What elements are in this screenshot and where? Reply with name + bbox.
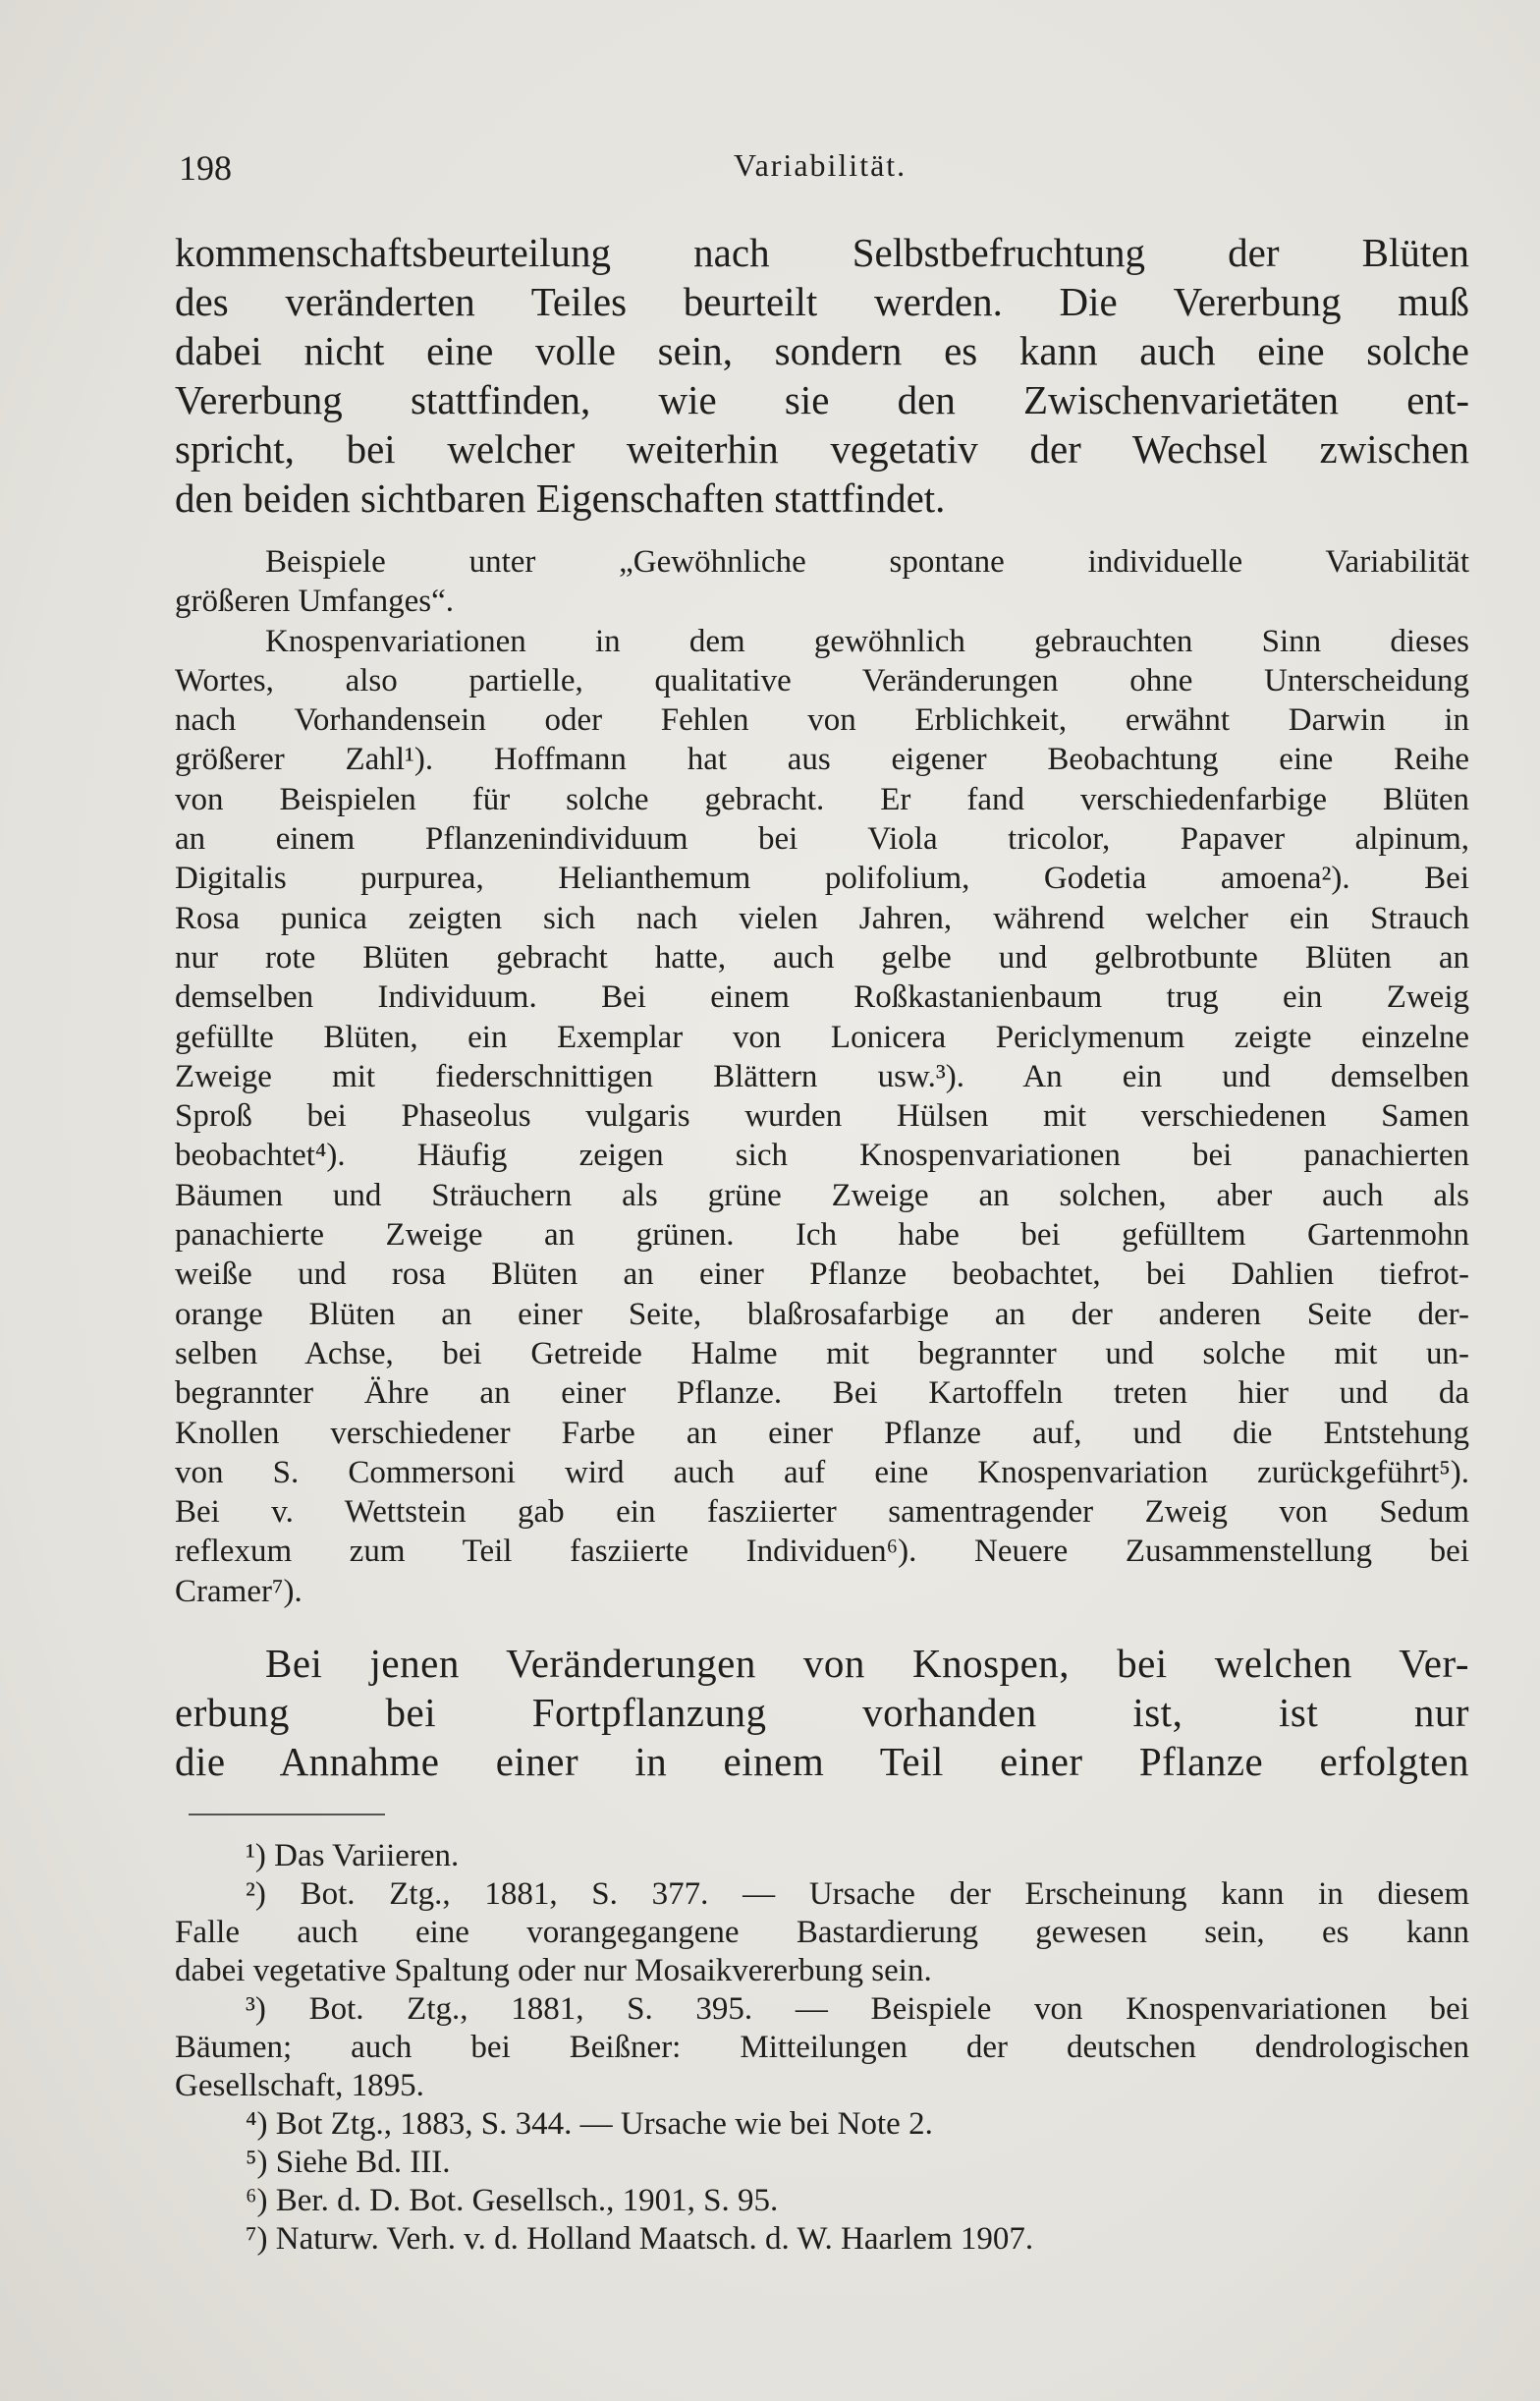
text-line: Bei v. Wettstein gab ein fasziierter samentragender Zweig von Sedum	[175, 1494, 1469, 1531]
text-line: nur rote Blüten gebracht hatte, auch gelbe und gelbrotbunte Blüten an	[175, 939, 1469, 976]
footnote-line: ⁴) Bot Ztg., 1883, S. 344. — Ursache wie bei Note 2.	[246, 2106, 933, 2143]
text-line: erbung bei Fortpflanzung vorhanden ist, ist nur	[175, 1690, 1469, 1736]
footnote-line: ⁷) Naturw. Verh. v. d. Holland Maatsch. d. W. Haarlem 1907.	[246, 2221, 1034, 2258]
text-line: Bäumen und Sträuchern als grüne Zweige an solchen, aber auch als	[175, 1177, 1469, 1213]
paragraph-new	[175, 1639, 1469, 1786]
footnote-line: ¹) Das Variieren.	[246, 1838, 460, 1874]
text-line: Cramer⁷).	[175, 1573, 302, 1609]
text-line: kommenschaftsbeurteilung nach Selbstbefruchtung der Blüten	[175, 230, 1469, 275]
paragraph-continued	[175, 228, 1469, 523]
text-line: selben Achse, bei Getreide Halme mit begrannter und solche mit un-	[175, 1335, 1469, 1371]
footnote-line: ⁵) Siehe Bd. III.	[246, 2145, 451, 2181]
footnote-divider	[189, 1814, 385, 1815]
footnote-line: Gesellschaft, 1895.	[175, 2068, 424, 2104]
text-line: Zweige mit fiederschnittigen Blättern usw.³). An ein und demselben	[175, 1058, 1469, 1094]
text-line: reflexum zum Teil fasziierte Individuen⁶). Neuere Zusammenstellung bei	[175, 1534, 1469, 1570]
text-line: demselben Individuum. Bei einem Roßkastanienbaum trug ein Zweig	[175, 979, 1469, 1016]
text-line: Knospenvariationen in dem gewöhnlich gebrauchten Sinn dieses	[265, 623, 1469, 659]
text-line: panachierte Zweige an grünen. Ich habe bei gefülltem Gartenmohn	[175, 1217, 1469, 1254]
page-header	[179, 147, 1469, 196]
text-line: nach Vorhandensein oder Fehlen von Erblichkeit, erwähnt Darwin in	[175, 702, 1469, 739]
text-line: spricht, bei welcher weiterhin vegetativ der Wechsel zwischen	[175, 426, 1469, 472]
text-line: Digitalis purpurea, Helianthemum polifolium, Godetia amoena²). Bei	[175, 861, 1469, 897]
text-line: Rosa punica zeigten sich nach vielen Jahren, während welcher ein Strauch	[175, 900, 1469, 936]
footnote-line: ³) Bot. Ztg., 1881, S. 395. — Beispiele von Knospenvariationen bei	[246, 1991, 1469, 2028]
footnote-line: dabei vegetative Spaltung oder nur Mosaikvererbung sein.	[175, 1953, 932, 1989]
text-line: begrannter Ähre an einer Pflanze. Bei Kartoffeln treten hier und da	[175, 1375, 1469, 1412]
examples-section	[175, 542, 1469, 1611]
text-line: des veränderten Teiles beurteilt werden. Die Vererbung muß	[175, 279, 1469, 324]
text-line: von Beispielen für solche gebracht. Er fand verschiedenfarbige Blüten	[175, 781, 1469, 817]
text-line: gefüllte Blüten, ein Exemplar von Lonicera Periclymenum zeigte einzelne	[175, 1019, 1469, 1055]
text-line: Sproß bei Phaseolus vulgaris wurden Hülsen mit verschiedenen Samen	[175, 1098, 1469, 1135]
footnote-line: Falle auch eine vorangegangene Bastardierung gewesen sein, es kann	[175, 1915, 1469, 1951]
text-line: orange Blüten an einer Seite, blaßrosafarbige an der anderen Seite der-	[175, 1296, 1469, 1332]
footnote-line: ²) Bot. Ztg., 1881, S. 377. — Ursache der Erscheinung kann in diesem	[246, 1876, 1469, 1913]
page-number: 198	[179, 148, 232, 188]
text-line: Beispiele unter „Gewöhnliche spontane individuelle Variabilität	[265, 544, 1469, 580]
footnote-line: Bäumen; auch bei Beißner: Mitteilungen der deutschen dendrologischen	[175, 2030, 1469, 2066]
text-line: weiße und rosa Blüten an einer Pflanze beobachtet, bei Dahlien tiefrot-	[175, 1256, 1469, 1293]
text-line: Wortes, also partielle, qualitative Veränderungen ohne Unterscheidung	[175, 662, 1469, 698]
text-line: dabei nicht eine volle sein, sondern es kann auch eine solche	[175, 328, 1469, 373]
text-line: größeren Umfanges“.	[175, 584, 455, 620]
text-line: den beiden sichtbaren Eigenschaften stattfindet.	[175, 475, 946, 521]
text-line: von S. Commersoni wird auch auf eine Knospenvariation zurückgeführt⁵).	[175, 1454, 1469, 1490]
text-line: beobachtet⁴). Häufig zeigen sich Knospenvariationen bei panachierten	[175, 1138, 1469, 1174]
text-line: größerer Zahl¹). Hoffmann hat aus eigener Beobachtung eine Reihe	[175, 742, 1469, 778]
running-title: Variabilität.	[734, 147, 908, 183]
text-line: Knollen verschiedener Farbe an einer Pflanze auf, und die Entstehung	[175, 1415, 1469, 1451]
text-line: die Annahme einer in einem Teil einer Pflanze erfolgten	[175, 1739, 1469, 1785]
footnote-line: ⁶) Ber. d. D. Bot. Gesellsch., 1901, S. 95.	[246, 2183, 779, 2219]
footnotes	[175, 1837, 1469, 2259]
text-line: Vererbung stattfinden, wie sie den Zwischenvarietäten ent-	[175, 377, 1469, 422]
text-line: Bei jenen Veränderungen von Knospen, bei welchen Ver-	[265, 1641, 1469, 1687]
text-line: an einem Pflanzenindividuum bei Viola tricolor, Papaver alpinum,	[175, 821, 1469, 858]
